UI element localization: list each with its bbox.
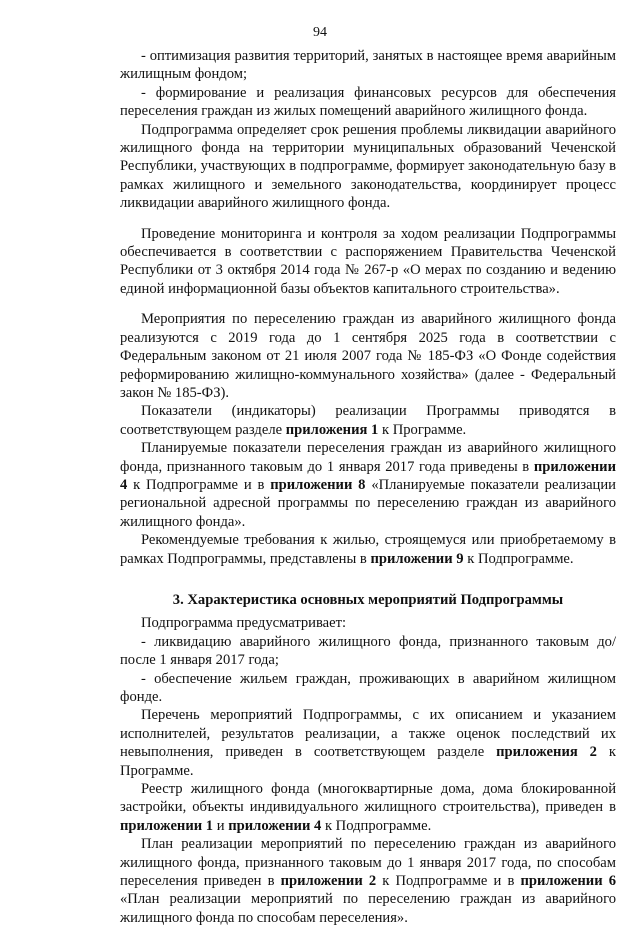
text-run: Перечень мероприятий Подпрограммы, с их описанием и указанием исполнителей, результатов реализации, а также оценок последствий их невыполнения, приведен в соответствующем разделе: [120, 707, 616, 761]
bold-reference: приложении 8: [270, 476, 366, 493]
bold-reference: приложении 4: [120, 458, 616, 493]
text-run: Показатели (индикаторы) реализации Программы приводятся в соответствующем разделе: [120, 403, 616, 438]
paragraph: [120, 706, 616, 780]
text-run: Рекомендуемые требования к жилью, строящемуся или приобретаемому в рамках Подпрограммы, представлены в: [120, 532, 616, 567]
text-run: Подпрограмма определяет срок решения проблемы ликвидации аварийного жилищного фонда на территории муниципальных образований Чеченской Республики, участвующих в подпрограмме, формирует законодательную базу в рамках жилищного и земельного законодательства, координирует процесс ликвидации аварийного жилищного фонда.: [120, 121, 616, 212]
section-heading: 3. Характеристика основных мероприятий Подпрограммы: [172, 591, 564, 608]
paragraph: [120, 225, 616, 299]
text-run: Подпрограмма предусматривает:: [141, 615, 347, 632]
text-run: Проведение мониторинга и контроля за ходом реализации Подпрограммы обеспечивается в соответствии с распоряжением Правительства Чеченской Республики от 3 октября 2014 года № 267-р «О мерах по созданию и ведению единой информационной базы объектов капитального строительства».: [120, 225, 616, 297]
document-body: [120, 47, 616, 927]
text-run: План реализации мероприятий по переселению граждан из аварийного жилищного фонда, признанного таковым до 1 января 2017 года, по способам переселения приведен в: [120, 836, 616, 890]
text-run: к Подпрограмме и в: [127, 476, 271, 493]
text-run: - ликвидацию аварийного жилищного фонда, признанного таковым до/после 1 января 2017 года;: [120, 633, 616, 669]
bold-reference: приложения 1: [285, 421, 379, 438]
paragraph: [120, 614, 616, 632]
bold-reference: приложении 4: [228, 817, 322, 834]
text-run: к Программе.: [120, 744, 616, 779]
text-run: Реестр жилищного фонда (многоквартирные дома, дома блокированной застройки, объекты индивидуального жилищного строительства), приведен в: [120, 781, 616, 816]
paragraph: [120, 121, 616, 213]
paragraph: [120, 439, 616, 531]
text-run: к Подпрограмме.: [321, 817, 432, 834]
paragraph: [120, 633, 616, 670]
paragraph: [120, 310, 616, 402]
text-run: к Подпрограмме.: [463, 550, 574, 567]
paragraph: [120, 531, 616, 568]
text-run: и: [213, 817, 229, 834]
page-number: 94: [313, 25, 327, 40]
text-run: «Планируемые показатели реализации региональной адресной программы по переселению граждан из аварийного жилищного фонда».: [120, 476, 616, 530]
bold-reference: приложении 1: [120, 817, 214, 834]
text-run: - обеспечение жильем граждан, проживающих в аварийном жилищном фонде.: [120, 670, 616, 705]
text-run: к Подпрограмме и в: [376, 873, 521, 890]
text-run: - формирование и реализация финансовых ресурсов для обеспечения переселения граждан из жилых помещений аварийного жилищного фонда.: [120, 84, 616, 120]
bold-reference: приложении 2: [280, 873, 377, 890]
paragraph: [120, 670, 616, 707]
text-run: «План реализации мероприятий по переселению граждан из аварийного жилищного фонда по способам переселения».: [120, 891, 616, 926]
text-run: - оптимизация развития территорий, занятых в настоящее время аварийным жилищным фондом;: [120, 48, 616, 83]
paragraphs-top: [120, 47, 616, 568]
paragraph: [120, 47, 616, 84]
bold-reference: приложении 6: [520, 873, 617, 890]
bold-reference: приложения 2: [496, 744, 597, 761]
paragraph: [120, 780, 616, 835]
paragraph: [120, 84, 616, 121]
text-run: к Программе.: [378, 421, 467, 438]
text-run: Планируемые показатели переселения граждан из аварийного жилищного фонда, признанного таковым до 1 января 2017 года приведены в: [120, 440, 616, 475]
paragraph: [120, 402, 616, 439]
bold-reference: приложении 9: [370, 550, 464, 567]
text-run: Мероприятия по переселению граждан из аварийного жилищного фонда реализуются с 2019 года до 1 сентября 2025 года в соответствии с Федеральным законом от 21 июля 2007 года № 185-ФЗ «О Фонде содействия реформированию жилищно-коммунального хозяйства» (далее - Федеральный закон № 185-ФЗ).: [120, 311, 616, 401]
paragraphs-bottom: [120, 614, 616, 927]
paragraph: [120, 835, 616, 927]
